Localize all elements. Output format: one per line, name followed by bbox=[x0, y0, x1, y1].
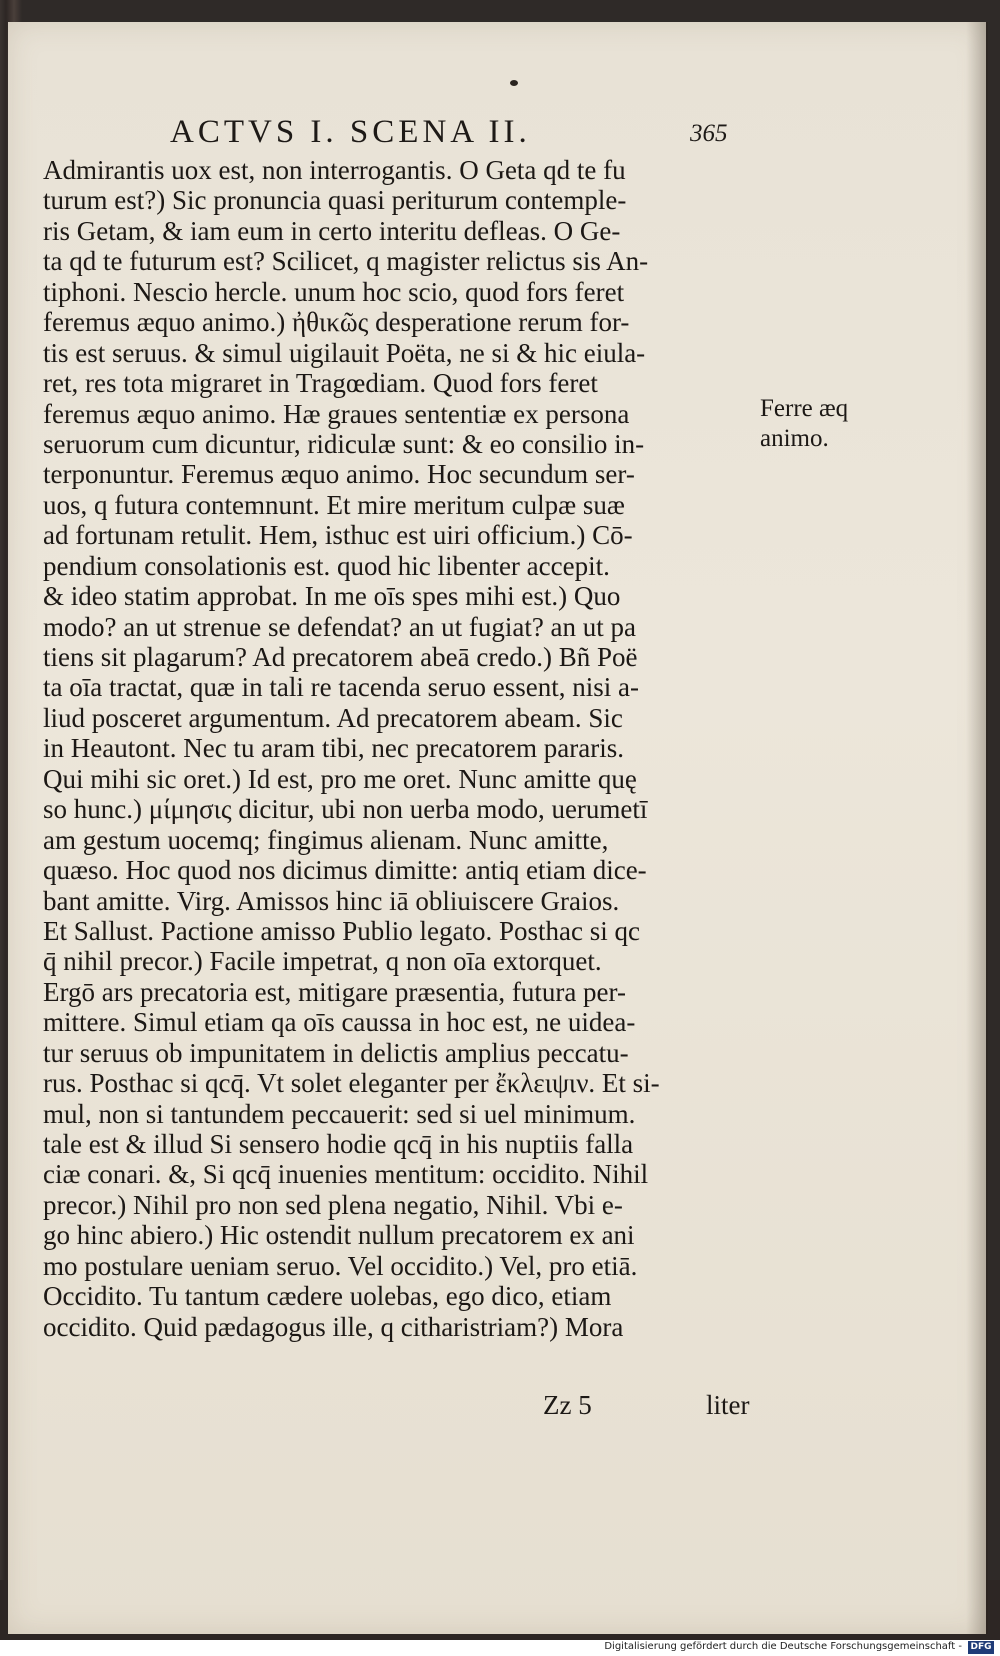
running-head: ACTVS I. SCENA II. bbox=[170, 114, 531, 150]
text-line: Occidito. Tu tantum cædere uolebas, ego dico, etiam bbox=[43, 1281, 612, 1312]
text-line: feremus æquo animo.) ἠθικῶς desperatione rerum for- bbox=[43, 307, 630, 338]
text-line: mul, non si tantundem peccauerit: sed si uel minimum. bbox=[43, 1098, 636, 1129]
page-gutter-shadow bbox=[966, 22, 988, 1634]
body-text bbox=[43, 155, 765, 1342]
text-line: quæso. Hoc quod nos dicimus dimitte: antiq etiam dice- bbox=[43, 855, 647, 886]
text-line: terponuntur. Feremus æquo animo. Hoc secundum ser- bbox=[43, 459, 635, 490]
text-line: Ergō ars precatoria est, mitigare præsentia, futura per- bbox=[43, 976, 626, 1007]
text-line: mo postulare ueniam seruo. Vel occidito.) Vel, pro etiā. bbox=[43, 1250, 638, 1281]
text-line: seruorum cum dicuntur, ridiculæ sunt: & eo consilio in- bbox=[43, 428, 645, 459]
text-line: Et Sallust. Pactione amisso Publio legato. Posthac si qc bbox=[43, 915, 640, 946]
catchword: liter bbox=[706, 1390, 750, 1420]
marginal-note bbox=[760, 394, 848, 454]
text-line: mittere. Simul etiam qa oīs caussa in hoc est, ne uidea- bbox=[43, 1007, 636, 1038]
text-line: pendium consolationis est. quod hic libenter accepit. bbox=[43, 550, 610, 581]
text-line: liud posceret argumentum. Ad precatorem abeam. Sic bbox=[43, 702, 623, 733]
text-line: ta qd te futurum est? Scilicet, q magister relictus sis An- bbox=[43, 246, 649, 277]
text-line: modo? an ut strenue se defendat? an ut fugiat? an ut pa bbox=[43, 611, 637, 642]
text-line: feremus æquo animo. Hæ graues sententiæ ex persona bbox=[43, 398, 630, 429]
text-line: tur seruus ob impunitatem in delictis amplius peccatu- bbox=[43, 1037, 629, 1068]
text-line: in Heautont. Nec tu aram tibi, nec precatorem pararis. bbox=[43, 733, 625, 764]
page-number: 365 bbox=[690, 120, 728, 147]
text-line: ret, res tota migraret in Tragœdiam. Quod fors feret bbox=[43, 368, 598, 399]
text-line: tis est seruus. & simul uigilauit Poëta, ne si & hic eiula- bbox=[43, 337, 646, 368]
text-line: ciæ conari. &, Si qcq̄ inuenies mentitum: occidito. Nihil bbox=[43, 1159, 649, 1190]
text-line: go hinc abiero.) Hic ostendit nullum precatorem ex ani bbox=[43, 1220, 635, 1251]
text-line: ris Getam, & iam eum in certo interitu defleas. O Ge- bbox=[43, 215, 621, 246]
text-line: precor.) Nihil pro non sed plena negatio, Nihil. Vbi e- bbox=[43, 1189, 623, 1220]
text-line: tiphoni. Nescio hercle. unum hoc scio, quod fors feret bbox=[43, 276, 625, 307]
text-line: so hunc.) μίμησις dicitur, ubi non uerba modo, uerumetī bbox=[43, 794, 648, 825]
text-line: occidito. Quid pædagogus ille, q citharistriam?) Mora bbox=[43, 1311, 624, 1342]
text-line: ad fortunam retulit. Hem, isthuc est uiri officium.) Cō- bbox=[43, 520, 633, 551]
signature-mark: Zz 5 bbox=[543, 1390, 592, 1420]
text-line: uos, q futura contemnunt. Et mire meritum culpæ suæ bbox=[43, 489, 625, 520]
marginal-note-line: animo. bbox=[760, 425, 829, 452]
text-line: ta oīa tractat, quæ in tali re tacenda seruo essent, nisi a- bbox=[43, 672, 640, 703]
text-line: am gestum uocemq; fingimus alienam. Nunc amitte, bbox=[43, 824, 609, 855]
ink-blot bbox=[510, 80, 518, 86]
text-line: tiens sit plagarum? Ad precatorem abeā credo.) Bñ Poë bbox=[43, 642, 638, 672]
text-line: bant amitte. Virg. Amissos hinc iā obliuiscere Graios. bbox=[43, 885, 620, 916]
text-line: & ideo statim approbat. In me oīs spes mihi est.) Quo bbox=[43, 581, 621, 612]
text-line: rus. Posthac si qcq̄. Vt solet eleganter per ἔκλειψιν. Et si- bbox=[43, 1068, 660, 1099]
text-line: turum est?) Sic pronuncia quasi periturum contemple- bbox=[43, 185, 627, 216]
text-line: tale est & illud Si sensero hodie qcq̄ in his nuptiis falla bbox=[43, 1129, 634, 1159]
text-line: Admirantis uox est, non interrogantis. O Geta qd te fu bbox=[43, 155, 626, 185]
text-line: q̄ nihil precor.) Facile impetrat, q non oīa extorquet. bbox=[43, 946, 602, 977]
dfg-logo: DFG bbox=[968, 1641, 994, 1654]
text-line: Qui mihi sic oret.) Id est, pro me oret. Nunc amitte quę bbox=[43, 763, 637, 794]
funding-credit: Digitalisierung gefördert durch die Deutsche Forschungsgemeinschaft - bbox=[604, 1641, 962, 1652]
marginal-note-line: Ferre æq bbox=[760, 395, 849, 422]
